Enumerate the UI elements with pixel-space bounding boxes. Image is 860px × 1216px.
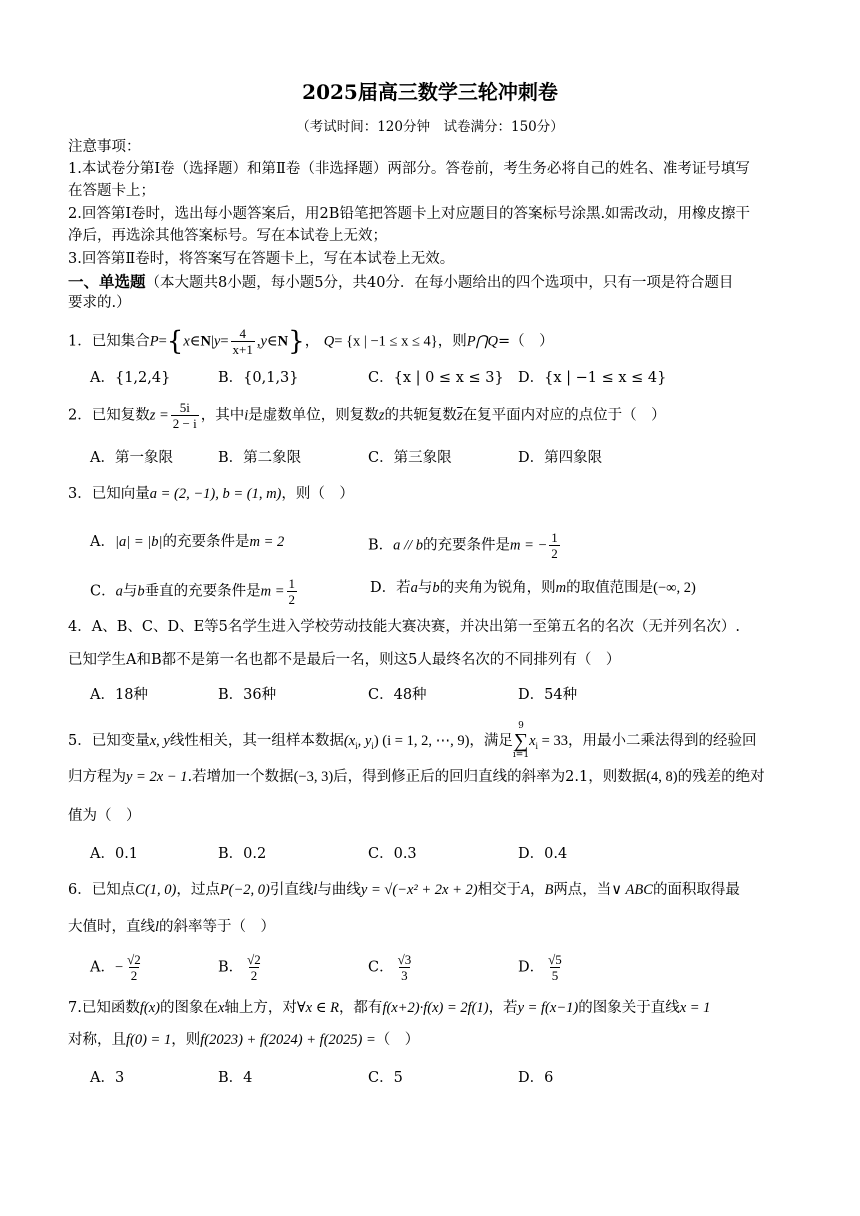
q-text: 的充要条件是 — [162, 534, 250, 550]
option-label: A． — [90, 534, 115, 550]
q-math: f(2023) + f(2024) + f(2025) = — [200, 1032, 376, 1048]
note-2a: 2.回答第Ⅰ卷时，选出每小题答案后，用2B铅笔把答题卡上对应题目的答案标号涂黑.如需改动，用橡皮擦干 — [68, 206, 751, 222]
q-text: 的取值范围是 — [566, 580, 654, 596]
option-d: D．第四象限 — [518, 450, 603, 466]
denominator: 3 — [401, 968, 408, 983]
q-text: 后，得到修正后的回归直线的斜率为2.1，则数据 — [333, 769, 647, 785]
q-math: P⋂Q — [466, 333, 498, 350]
q-text: 已知向量 — [91, 486, 150, 502]
option-b: B．36种 — [218, 687, 277, 703]
q-math: y = 2x − 1 — [126, 769, 188, 785]
q-math: a — [115, 583, 123, 600]
option-d: D．6 — [518, 1070, 554, 1086]
q-text: 对称，且 — [68, 1032, 126, 1048]
q-math: B — [544, 882, 554, 898]
q-math: y = √(−x² + 2x + 2) — [360, 882, 478, 898]
option-c: C．{x | 0 ≤ x ≤ 3} — [368, 370, 504, 386]
question-number: 7. — [68, 1000, 82, 1016]
q-math: ∨ ABC — [611, 882, 653, 898]
question-7 — [68, 998, 710, 1019]
q-math: l — [313, 882, 318, 898]
denominator: x+1 — [232, 342, 253, 357]
denominator: 2 — [130, 968, 138, 983]
q-math: N — [277, 333, 289, 350]
q-text: （ ） — [375, 1032, 420, 1048]
question-4-line-b: 已知学生A和B都不是第一名也都不是最后一名，则这5人最终名次的不同排列有（ ） — [68, 652, 621, 668]
numerator: √5 — [548, 952, 562, 967]
option-a: A．0.1 — [90, 846, 139, 862]
q-math: ∀x ∈ R — [296, 1000, 339, 1016]
q-math: y — [260, 333, 267, 350]
section-label: 一、单选题 — [68, 272, 146, 291]
note-1a: 1.本试卷分第Ⅰ卷（选择题）和第Ⅱ卷（非选择题）两部分。答卷前，考生务必将自己的姓名、准考证号填写 — [68, 161, 750, 177]
q-text: 的充要条件是 — [422, 537, 510, 554]
q-text: 与 — [417, 580, 433, 596]
q-text: ，用最小二乘法得到的经验回 — [567, 733, 757, 749]
note-1b: 在答题卡上； — [68, 183, 155, 199]
option-c — [368, 952, 415, 983]
q-text: 的残差的绝对 — [677, 769, 765, 785]
q-text: 的夹角为锐角，则 — [439, 580, 556, 596]
question-number: 3． — [68, 486, 92, 502]
q-math: b — [137, 583, 145, 600]
q-math: y — [213, 333, 221, 350]
sum-symbol: ∑ — [513, 730, 529, 752]
q-text: 的斜率等于（ ） — [159, 919, 276, 935]
option-c: C．48种 — [368, 687, 427, 703]
q-math: x — [217, 1000, 225, 1016]
option-label: C． — [90, 583, 116, 600]
numerator: √2 — [127, 952, 141, 967]
option-label: A． — [90, 959, 115, 976]
section-desc-b: 要求的.） — [68, 295, 131, 311]
question-6-line-b — [68, 917, 275, 938]
option-b — [368, 530, 562, 561]
q-text: ，都有 — [338, 1000, 383, 1016]
question-number: 6． — [68, 882, 92, 898]
q-math: m = — [260, 583, 285, 600]
option-label: B． — [218, 959, 244, 976]
q-math: = 33 — [538, 733, 568, 749]
numerator: 1 — [551, 530, 558, 545]
fraction — [125, 952, 143, 983]
fraction — [231, 326, 255, 357]
q-text: 已知点 — [91, 882, 136, 898]
option-d: D．0.4 — [518, 846, 568, 862]
question-5 — [68, 722, 756, 760]
option-d — [370, 576, 696, 597]
q-text: 引直线 — [269, 882, 314, 898]
fraction — [287, 576, 298, 607]
question-number: 4． — [68, 619, 92, 635]
numerator: √3 — [397, 952, 412, 967]
question-4 — [68, 617, 740, 638]
option-b: B．0.2 — [218, 846, 267, 862]
numerator: 4 — [239, 326, 246, 341]
question-number: 2． — [68, 407, 92, 424]
q-text: =（ ） — [497, 333, 554, 350]
option-d: D．54种 — [518, 687, 578, 703]
q-text: 已知函数 — [81, 1000, 140, 1016]
q-math: a = (2, −1), b = (1, m) — [149, 486, 282, 502]
question-5-line-c: 值为（ ） — [68, 808, 141, 824]
q-text: ，则 — [171, 1032, 201, 1048]
q-text: ， — [529, 882, 545, 898]
q-math: ∈ — [266, 333, 278, 350]
brace-left: { — [166, 326, 184, 357]
sum-lower: i=1 — [512, 750, 530, 760]
q-math: x — [529, 733, 536, 749]
q-math: f(0) = 1 — [126, 1032, 172, 1048]
note-2b: 净后，再选涂其他答案标号。写在本试卷上无效； — [68, 228, 387, 244]
question-7-line-b — [68, 1030, 419, 1051]
question-number: 5． — [68, 733, 92, 749]
q-math: m = − — [509, 537, 548, 554]
question-number: 1． — [68, 333, 92, 350]
option-b: B．{0,1,3} — [218, 370, 299, 386]
q-text: 的图象关于直线 — [578, 1000, 680, 1016]
q-math: = — [220, 333, 229, 350]
numerator: √2 — [247, 952, 261, 967]
numerator: 1 — [288, 576, 295, 591]
numerator: 5i — [179, 400, 190, 415]
q-math: a // b — [393, 537, 423, 554]
q-math: ∈ — [189, 333, 201, 350]
q-math: P(−2, 0) — [219, 882, 270, 898]
q-math: , y — [357, 733, 372, 749]
fraction — [245, 952, 263, 983]
q-math: f(x+2)·f(x) = 2f(1) — [382, 1000, 489, 1016]
fraction — [396, 952, 414, 983]
q-math: (−∞, 2) — [653, 580, 696, 596]
q-math: − — [114, 959, 124, 976]
notes-heading: 注意事项： — [68, 139, 141, 155]
q-text: 在复平面内对应的点位于（ ） — [462, 407, 666, 424]
q-math: ) (i = 1, 2, ⋯, 9) — [373, 733, 470, 749]
q-text: 相交于 — [477, 882, 522, 898]
q-math: l — [155, 919, 160, 935]
q-text: ，过点 — [176, 882, 220, 898]
q-text: 的面积取得最 — [652, 882, 740, 898]
q-math: z — [378, 407, 385, 424]
option-a — [90, 530, 284, 551]
q-math: |a| = |b| — [114, 534, 163, 550]
q-math: (−3, 3) — [293, 769, 334, 785]
q-text: 垂直的充要条件是 — [144, 583, 261, 600]
sum-upper: 9 — [518, 721, 524, 731]
q-math: N — [200, 333, 211, 350]
option-c: C．第三象限 — [368, 450, 452, 466]
subscript: i — [355, 740, 358, 751]
q-math: x, y — [149, 733, 170, 749]
option-c: C．0.3 — [368, 846, 417, 862]
q-text: ，则（ ） — [281, 486, 354, 502]
q-math: P — [149, 333, 159, 350]
denominator: 2 — [288, 592, 295, 607]
option-b — [218, 952, 265, 983]
q-math: z = — [149, 407, 169, 424]
q-math: , — [256, 333, 261, 350]
q-text: 与 — [122, 583, 138, 600]
question-1 — [68, 326, 554, 357]
fraction — [546, 952, 564, 983]
q-math: m — [555, 580, 567, 596]
q-text: 的图象在 — [159, 1000, 218, 1016]
q-text: 大值时，直线 — [68, 919, 155, 935]
brace-right: } — [288, 326, 305, 357]
q-text: 是虚数单位，则复数 — [248, 407, 379, 424]
q-math: m = 2 — [249, 534, 285, 550]
q-text: 轴上方，对 — [224, 1000, 297, 1016]
option-label: D．若 — [370, 580, 411, 596]
q-math: (x — [343, 733, 356, 749]
subscript: i — [371, 740, 374, 751]
q-text: 与曲线 — [317, 882, 361, 898]
q-math: a — [410, 580, 418, 596]
question-3 — [68, 484, 354, 505]
q-text: ，则 — [437, 333, 467, 350]
exam-subtitle: （考试时间：120分钟 试卷满分：150分） — [296, 119, 564, 135]
section-desc-a: （本大题共8小题，每小题5分，共40分．在每小题给出的四个选项中，只有一项是符合题目 — [145, 275, 734, 291]
option-label: C． — [368, 959, 394, 976]
q-math: $\overline{z}$ — [456, 407, 463, 424]
summation — [513, 722, 529, 760]
option-b: B．第二象限 — [218, 450, 302, 466]
q-math: i — [244, 407, 249, 424]
q-math: | — [210, 333, 214, 350]
denominator: 2 — [551, 546, 558, 561]
option-d — [518, 952, 566, 983]
q-text: 两点，当 — [553, 882, 612, 898]
denominator: 2 — [250, 968, 258, 983]
q-text: 已知复数 — [91, 407, 150, 424]
q-math: = — [158, 333, 167, 350]
option-a: A．18种 — [90, 687, 148, 703]
fraction — [549, 530, 560, 561]
option-label: D． — [518, 959, 545, 976]
q-math: y = f(x−1) — [517, 1000, 579, 1016]
q-math: Q — [323, 333, 335, 350]
option-label: B． — [368, 537, 394, 554]
q-text: .若增加一个数据 — [187, 769, 294, 785]
q-text: ，其中 — [200, 407, 245, 424]
option-c: C．5 — [368, 1070, 403, 1086]
q-text: 已知变量 — [91, 733, 150, 749]
page-title: 2025届高三数学三轮冲刺卷 — [302, 80, 558, 104]
q-math: A — [521, 882, 530, 898]
question-5-line-b — [68, 767, 765, 788]
q-math: C(1, 0) — [135, 882, 177, 898]
q-math: (4, 8) — [646, 769, 678, 785]
q-text: 归方程为 — [68, 769, 126, 785]
question-2 — [68, 400, 666, 431]
option-a: A．3 — [90, 1070, 125, 1086]
q-text: 线性相关，其一组样本数据 — [169, 733, 344, 749]
q-text: A、B、C、D、E等5名学生进入学校劳动技能大赛决赛，并决出第一至第五名的名次（无并列名次）. — [91, 619, 740, 635]
option-d: D．{x | −1 ≤ x ≤ 4} — [518, 370, 667, 386]
q-text: 已知集合 — [91, 333, 150, 350]
fraction — [171, 400, 199, 431]
question-6 — [68, 880, 740, 901]
denominator: 5 — [551, 968, 559, 983]
q-text: ，满足 — [469, 733, 513, 749]
q-text: 的共轭复数 — [384, 407, 457, 424]
subscript: i — [535, 740, 539, 751]
option-a: A．第一象限 — [90, 450, 173, 466]
option-b: B．4 — [218, 1070, 253, 1086]
option-a — [90, 952, 145, 983]
q-math: = {x | −1 ≤ x ≤ 4} — [334, 333, 438, 350]
option-a: A．{1,2,4} — [90, 370, 171, 386]
denominator: 2 − i — [172, 416, 197, 431]
section-heading — [68, 271, 733, 294]
q-math: x = 1 — [679, 1000, 711, 1016]
option-c — [90, 576, 299, 607]
q-math: b — [432, 580, 440, 596]
q-math: f(x) — [139, 1000, 160, 1016]
note-3: 3.回答第Ⅱ卷时，将答案写在答题卡上，写在本试卷上无效。 — [68, 251, 455, 267]
q-math: x — [183, 333, 190, 350]
q-text: ，若 — [488, 1000, 518, 1016]
q-text: ， — [304, 333, 320, 350]
